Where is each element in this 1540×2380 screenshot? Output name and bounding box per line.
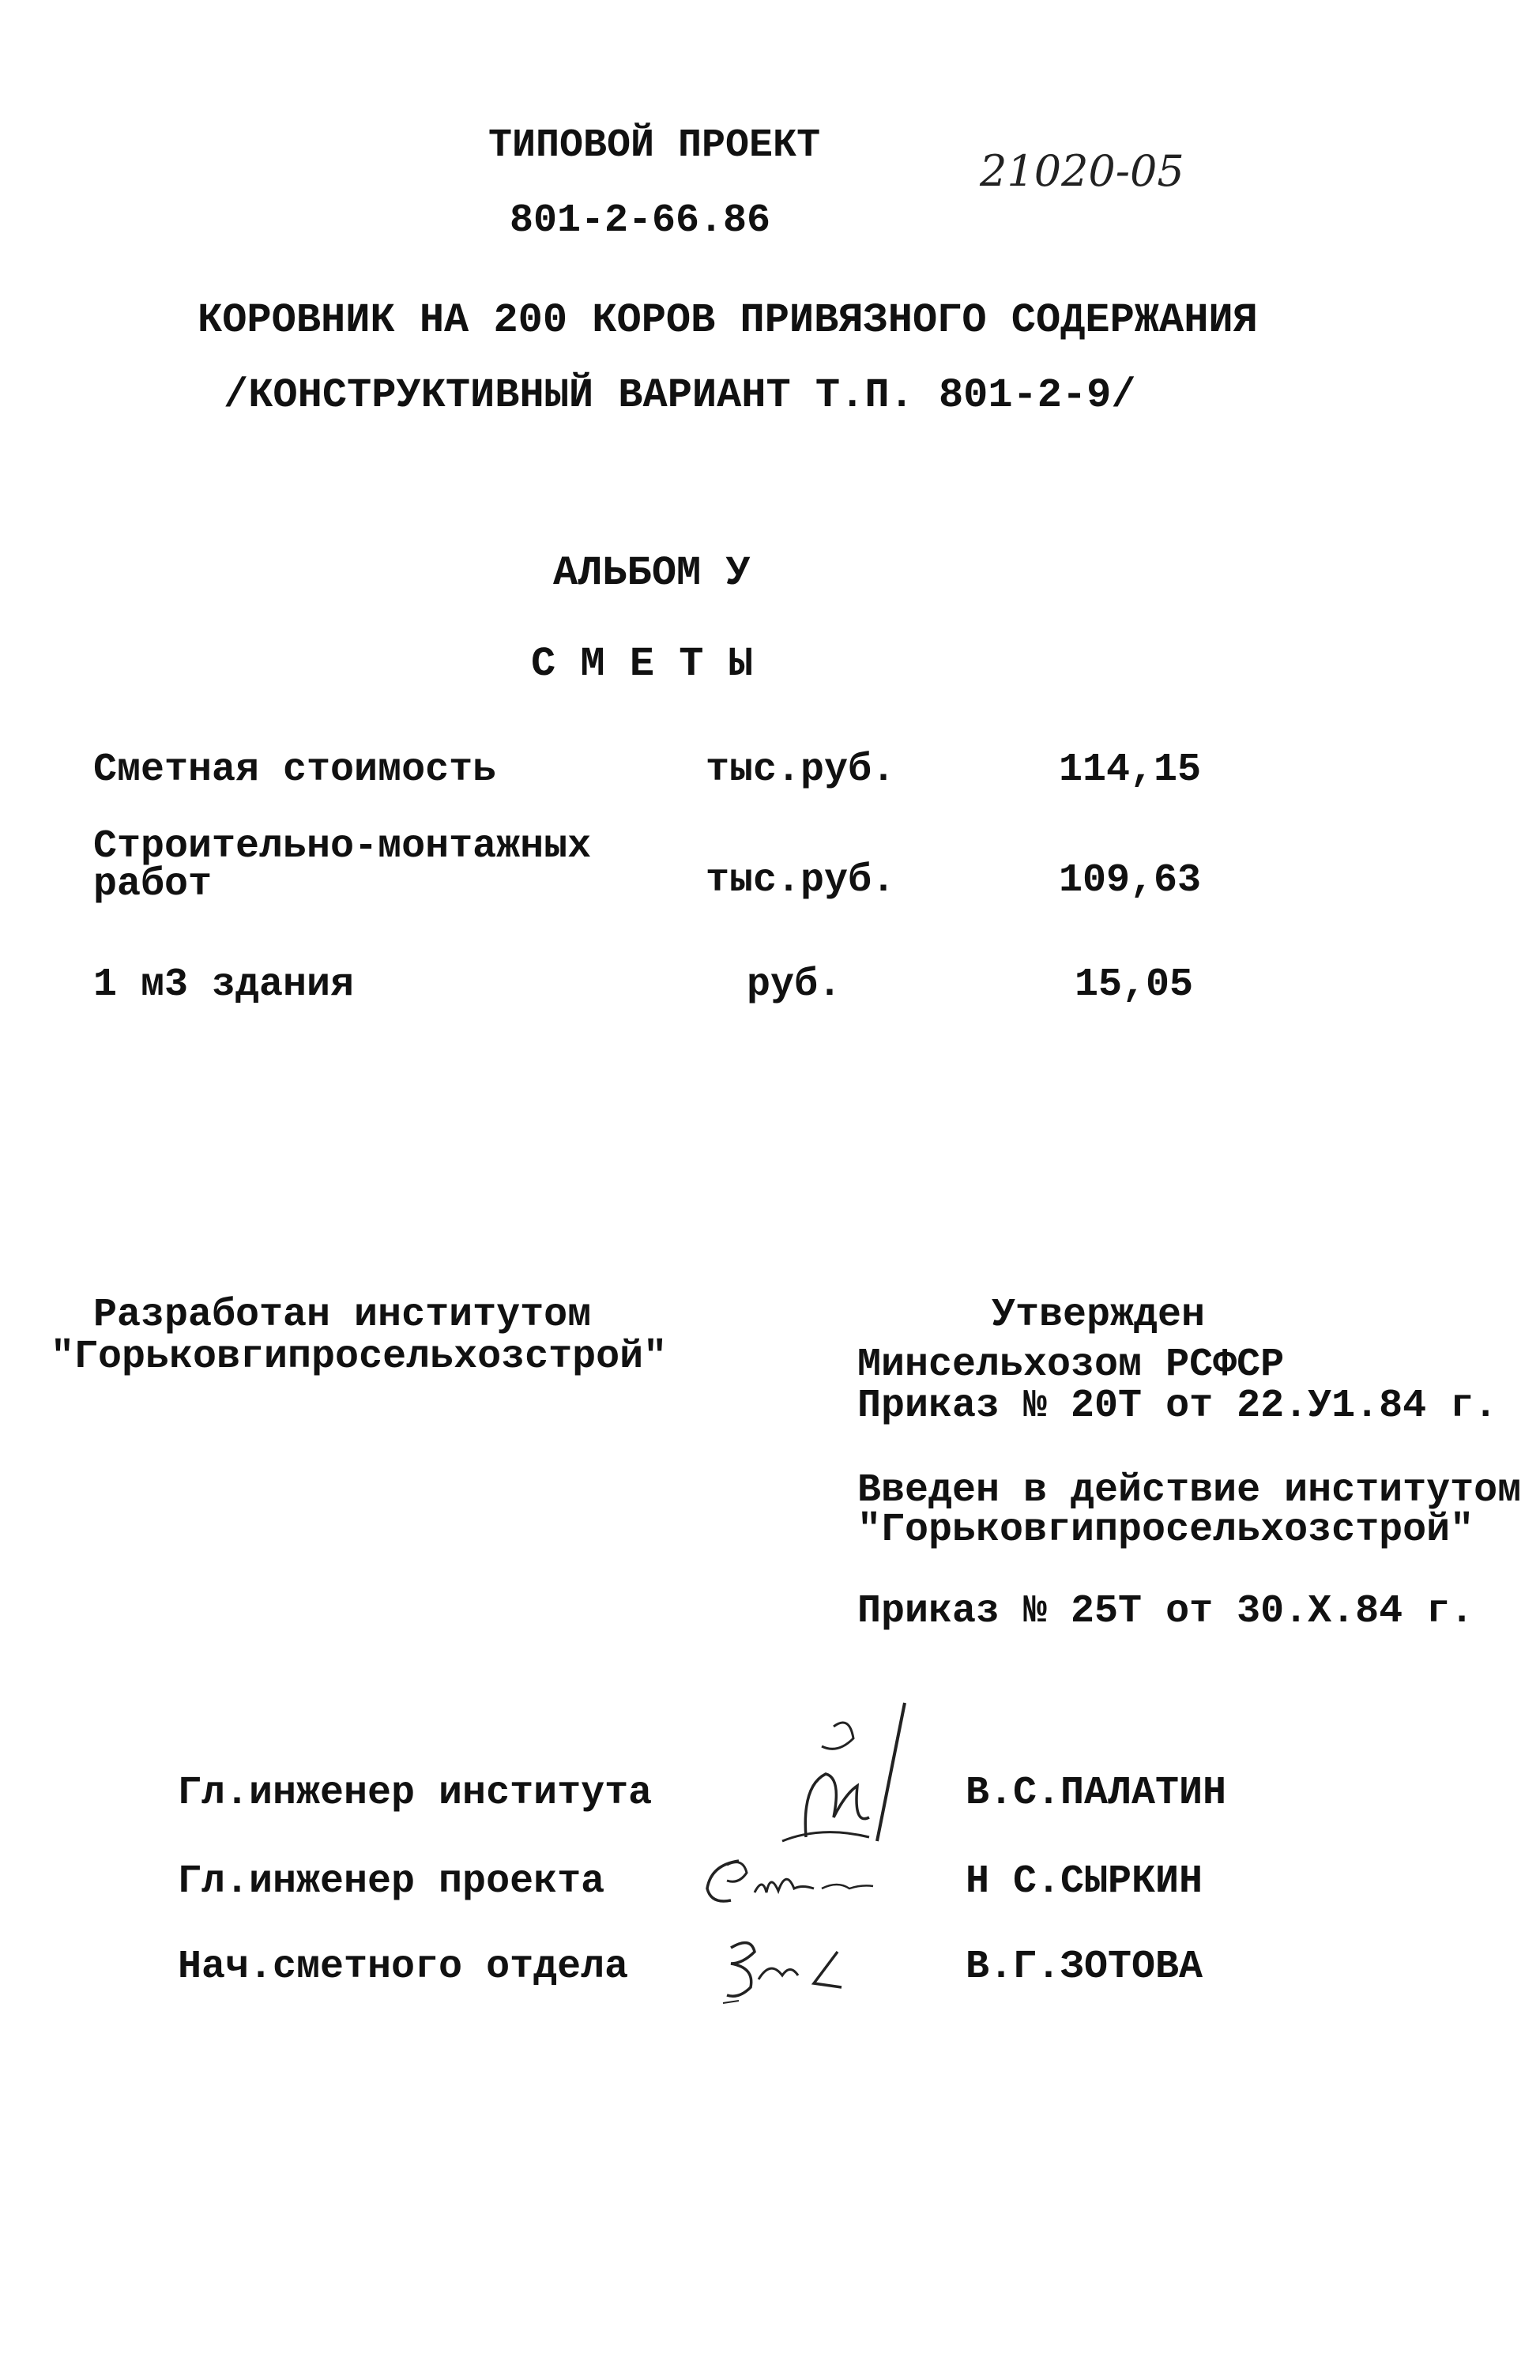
enacted-line1: Введен в действие институтом bbox=[857, 1468, 1522, 1513]
cost-unit: тыс.руб. bbox=[706, 858, 896, 903]
album-section: С М Е Т Ы bbox=[531, 641, 753, 687]
signature-syrkin bbox=[695, 1845, 909, 1908]
project-number: 801-2-66.86 bbox=[510, 198, 771, 243]
cost-value: 114,15 bbox=[1059, 748, 1202, 793]
signatory-name: Н С.СЫРКИН bbox=[966, 1859, 1203, 1904]
cost-label-cont: работ bbox=[93, 862, 213, 907]
project-subtitle: /КОНСТРУКТИВНЫЙ ВАРИАНТ Т.П. 801-2-9/ bbox=[224, 372, 1136, 419]
developer-line2: "Горьковгипросельхозстрой" bbox=[51, 1335, 668, 1380]
signatory-role: Нач.сметного отдела bbox=[178, 1945, 629, 1990]
series-title: ТИПОВОЙ ПРОЕКТ bbox=[488, 123, 821, 168]
signature-palatin bbox=[759, 1699, 932, 1849]
cost-unit: руб. bbox=[747, 962, 842, 1007]
developer-line1: Разработан институтом bbox=[93, 1293, 592, 1338]
approval-order: Приказ № 20Т от 22.У1.84 г. bbox=[857, 1384, 1498, 1429]
signatory-name: В.С.ПАЛАТИН bbox=[966, 1771, 1227, 1816]
approval-heading: Утвержден bbox=[992, 1293, 1206, 1338]
cost-label: 1 м3 здания bbox=[93, 962, 355, 1007]
cost-value: 15,05 bbox=[1075, 962, 1194, 1007]
enacted-order: Приказ № 25Т от 30.Х.84 г. bbox=[857, 1589, 1474, 1634]
signature-zotova bbox=[707, 1928, 865, 2007]
approval-by: Минсельхозом РСФСР bbox=[857, 1343, 1285, 1388]
signatory-name: В.Г.ЗОТОВА bbox=[966, 1945, 1203, 1990]
signatory-role: Гл.инженер проекта bbox=[178, 1859, 605, 1904]
signatory-role: Гл.инженер института bbox=[178, 1771, 653, 1816]
inventory-number: 21020-05 bbox=[980, 146, 1184, 196]
album-label: АЛЬБОМ У bbox=[553, 550, 751, 597]
cost-value: 109,63 bbox=[1059, 858, 1202, 903]
cost-unit: тыс.руб. bbox=[706, 748, 896, 793]
cost-label: Строительно-монтажных bbox=[93, 824, 592, 869]
enacted-line2: "Горьковгипросельхозстрой" bbox=[857, 1508, 1474, 1553]
project-title: КОРОВНИК НА 200 КОРОВ ПРИВЯЗНОГО СОДЕРЖАНИЯ bbox=[198, 297, 1258, 344]
cost-label: Сметная стоимость bbox=[93, 748, 497, 793]
